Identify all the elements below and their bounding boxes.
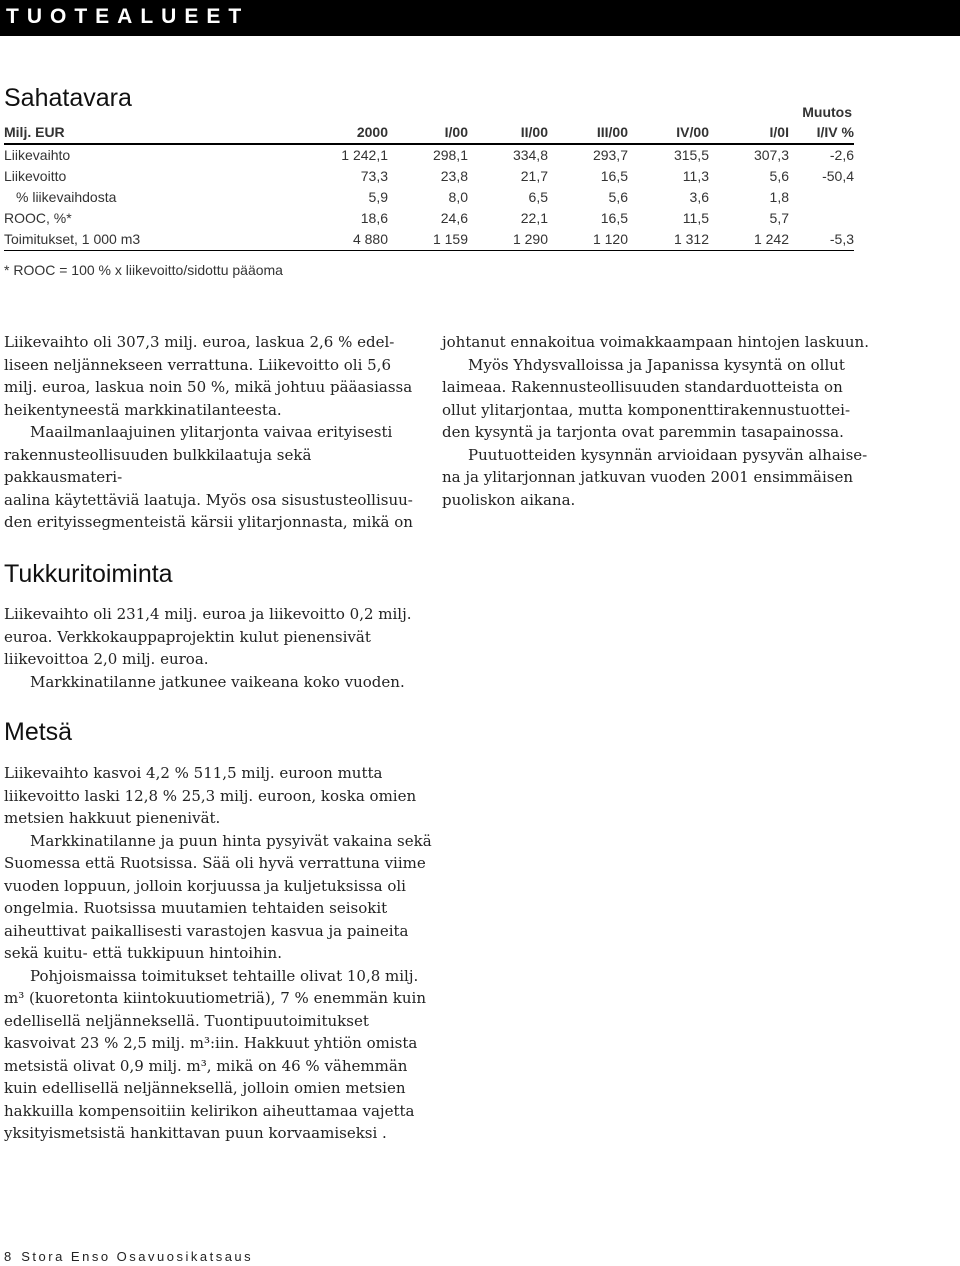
sahatavara-text-right — [442, 331, 872, 511]
publication-name: Stora Enso Osavuosikatsaus — [21, 1249, 254, 1264]
text-line: Markkinatilanne ja puun hinta pysyivät vakaina sekä — [30, 831, 432, 850]
table-footnote: * ROOC = 100 % x liikevoitto/sidottu pääoma — [4, 262, 283, 278]
section-title-sahatavara: Sahatavara — [4, 84, 132, 112]
table-cell: 6,5 — [528, 189, 548, 205]
text-line: puoliskon aikana. — [442, 490, 576, 509]
text-line: johtanut ennakoitua voimakkaampaan hintojen laskuun. — [442, 333, 869, 351]
text-line: Puutuotteiden kysynnän arvioidaan pysyvän alhaise- — [468, 445, 868, 464]
text-line: Maailmanlaajuinen ylitarjonta vaivaa erityisesti — [30, 423, 393, 441]
table-cell: 4 880 — [204, 229, 388, 251]
text-line: sekä kuitu- että tukkipuun hintoihin. — [4, 944, 282, 962]
row-label: Toimitukset, 1 000 m3 — [4, 229, 204, 251]
table-cell — [789, 187, 854, 208]
table-row — [4, 229, 854, 251]
financial-table — [4, 122, 854, 251]
table-cell: 334,8 — [512, 147, 548, 163]
row-label: ROOC, %* — [4, 210, 72, 226]
table-header: I/0I — [709, 122, 789, 144]
table-row — [4, 208, 854, 229]
table-cell: 5,6 — [608, 189, 628, 205]
text-line: metsistä olivat 0,9 milj. m³, mikä on 46 % vähemmän — [4, 1056, 408, 1075]
table-cell: 1 312 — [628, 229, 709, 251]
table-header: I/00 — [388, 122, 468, 144]
text-line: Liikevaihto kasvoi 4,2 % 511,5 milj. euroon mutta — [4, 764, 383, 782]
text-line: yksityismetsistä hankittavan puun korvaamiseksi . — [4, 1124, 387, 1142]
text-line: Markkinatilanne jatkunee vaikeana koko vuoden. — [30, 672, 405, 691]
table-cell: 5,7 — [769, 210, 789, 226]
text-line: Pohjoismaissa toimitukset tehtaille olivat 10,8 milj. — [30, 966, 419, 985]
table-cell: 1 290 — [468, 229, 548, 251]
text-line: euroa. Verkkokauppaprojektin kulut pienensivät — [4, 627, 371, 646]
table-row — [4, 166, 854, 187]
table-cell: -5,3 — [789, 229, 854, 251]
text-line: liseen neljännekseen verrattuna. Liikevoitto oli 5,6 — [4, 355, 391, 374]
table-cell: 22,1 — [520, 210, 548, 226]
table-cell: -50,4 — [822, 168, 854, 184]
row-label: Liikevaihto — [4, 147, 71, 163]
table-cell: 18,6 — [360, 210, 388, 226]
text-line: laimeaa. Rakennusteollisuuden standarduotteista on — [442, 378, 843, 396]
table-cell: 16,5 — [600, 168, 628, 184]
table-cell: 1,8 — [769, 189, 789, 205]
text-line: Liikevaihto oli 231,4 milj. euroa ja liikevoitto 0,2 milj. — [4, 605, 412, 623]
text-line: liikevoittoa 2,0 milj. euroa. — [4, 650, 209, 668]
table-cell: 11,5 — [682, 210, 709, 226]
table-row — [4, 187, 854, 208]
text-line: Myös Yhdysvalloissa ja Japanissa kysyntä on ollut — [468, 355, 845, 374]
table-header: 2000 — [204, 122, 388, 144]
muutos-label: Muutos — [802, 104, 852, 120]
section-banner — [0, 0, 960, 36]
text-line: aiheuttivat paikallisesti varastojen kasvua ja paineita — [4, 921, 409, 940]
table-cell: 8,0 — [448, 189, 468, 205]
table-cell: 11,3 — [682, 168, 709, 184]
text-line: m³ (kuoretonta kiintokuutiometriä), 7 % enemmän kuin — [4, 989, 427, 1007]
section-title-tukkuritoiminta: Tukkuritoiminta — [4, 560, 173, 588]
text-line: den kysyntä ja tarjonta ovat paremmin tasapainossa. — [442, 423, 844, 441]
text-line: den erityissegmenteistä kärsii ylitarjonnasta, mikä on — [4, 513, 413, 531]
text-line: liikevoitto laski 12,8 % 25,3 milj. euroon, koska omien — [4, 786, 417, 805]
text-line: heikentyneestä markkinatilanteesta. — [4, 400, 282, 419]
text-line: vuoden loppuun, jolloin korjuussa ja kuljetuksissa oli — [4, 876, 406, 895]
text-line: ongelmia. Ruotsissa muutamien tehtaiden seisokit — [4, 899, 388, 917]
table-cell: 307,3 — [753, 147, 789, 163]
text-line: aalina käytettäviä laatuja. Myös osa sisustusteollisuu- — [4, 490, 413, 509]
table-cell: 1 242 — [709, 229, 789, 251]
text-line: rakennusteollisuuden bulkkilaatuja sekä pakkausmateri- — [4, 445, 312, 486]
text-line: Suomessa että Ruotsissa. Sää oli hyvä verrattuna viime — [4, 854, 426, 872]
table-cell: -2,6 — [829, 147, 854, 163]
table-cell — [789, 208, 854, 229]
text-line: Liikevaihto oli 307,3 milj. euroa, laskua 2,6 % edel- — [4, 333, 395, 351]
table-cell: 21,7 — [520, 168, 548, 184]
table-cell: 3,6 — [689, 189, 709, 205]
section-title-metsa: Metsä — [4, 718, 73, 746]
table-cell: 1 242,1 — [341, 147, 388, 163]
table-header: II/00 — [468, 122, 548, 144]
table-header-row — [4, 122, 854, 144]
row-label: % liikevaihdosta — [16, 189, 117, 205]
table-cell: 1 120 — [548, 229, 628, 251]
table-cell: 5,6 — [769, 168, 789, 184]
text-line: hakkuilla kompensoitiin kelirikon aiheuttamaa vajetta — [4, 1101, 415, 1120]
table-cell: 23,8 — [440, 168, 468, 184]
metsa-text — [4, 762, 434, 1145]
table-cell: 24,6 — [440, 210, 468, 226]
table-cell: 1 159 — [388, 229, 468, 251]
banner-title: TUOTEALUEET — [6, 5, 250, 28]
page-number: 8 — [4, 1249, 12, 1264]
text-line: na ja ylitarjonnan jatkuvan vuoden 2001 ensimmäisen — [442, 468, 854, 486]
page-footer — [4, 1249, 253, 1264]
table-header: III/00 — [548, 122, 628, 144]
tukkuritoiminta-text — [4, 603, 434, 693]
table-cell: 293,7 — [592, 147, 628, 163]
table-row — [4, 144, 854, 166]
table-header: I/IV % — [789, 122, 854, 144]
table-cell: 5,9 — [368, 189, 388, 205]
table-header: Milj. EUR — [4, 122, 204, 144]
table-cell: 298,1 — [432, 147, 468, 163]
sahatavara-text-left — [4, 331, 424, 534]
text-line: ollut ylitarjontaa, mutta komponenttirakennustuottei- — [442, 400, 851, 419]
text-line: kuin edellisellä neljänneksellä, jolloin omien metsien — [4, 1079, 406, 1097]
table-header: IV/00 — [628, 122, 709, 144]
text-line: metsien hakkuut pienenivät. — [4, 809, 221, 827]
text-line: milj. euroa, laskua noin 50 %, mikä johtuu pääasiassa — [4, 378, 413, 396]
table-cell: 73,3 — [360, 168, 388, 184]
table-cell: 16,5 — [600, 210, 628, 226]
text-line: edellisellä neljänneksellä. Tuontipuutoimitukset — [4, 1011, 369, 1030]
row-label: Liikevoitto — [4, 168, 67, 184]
text-line: kasvoivat 23 % 2,5 milj. m³:iin. Hakkuut yhtiön omista — [4, 1034, 418, 1052]
table-cell: 315,5 — [673, 147, 709, 163]
